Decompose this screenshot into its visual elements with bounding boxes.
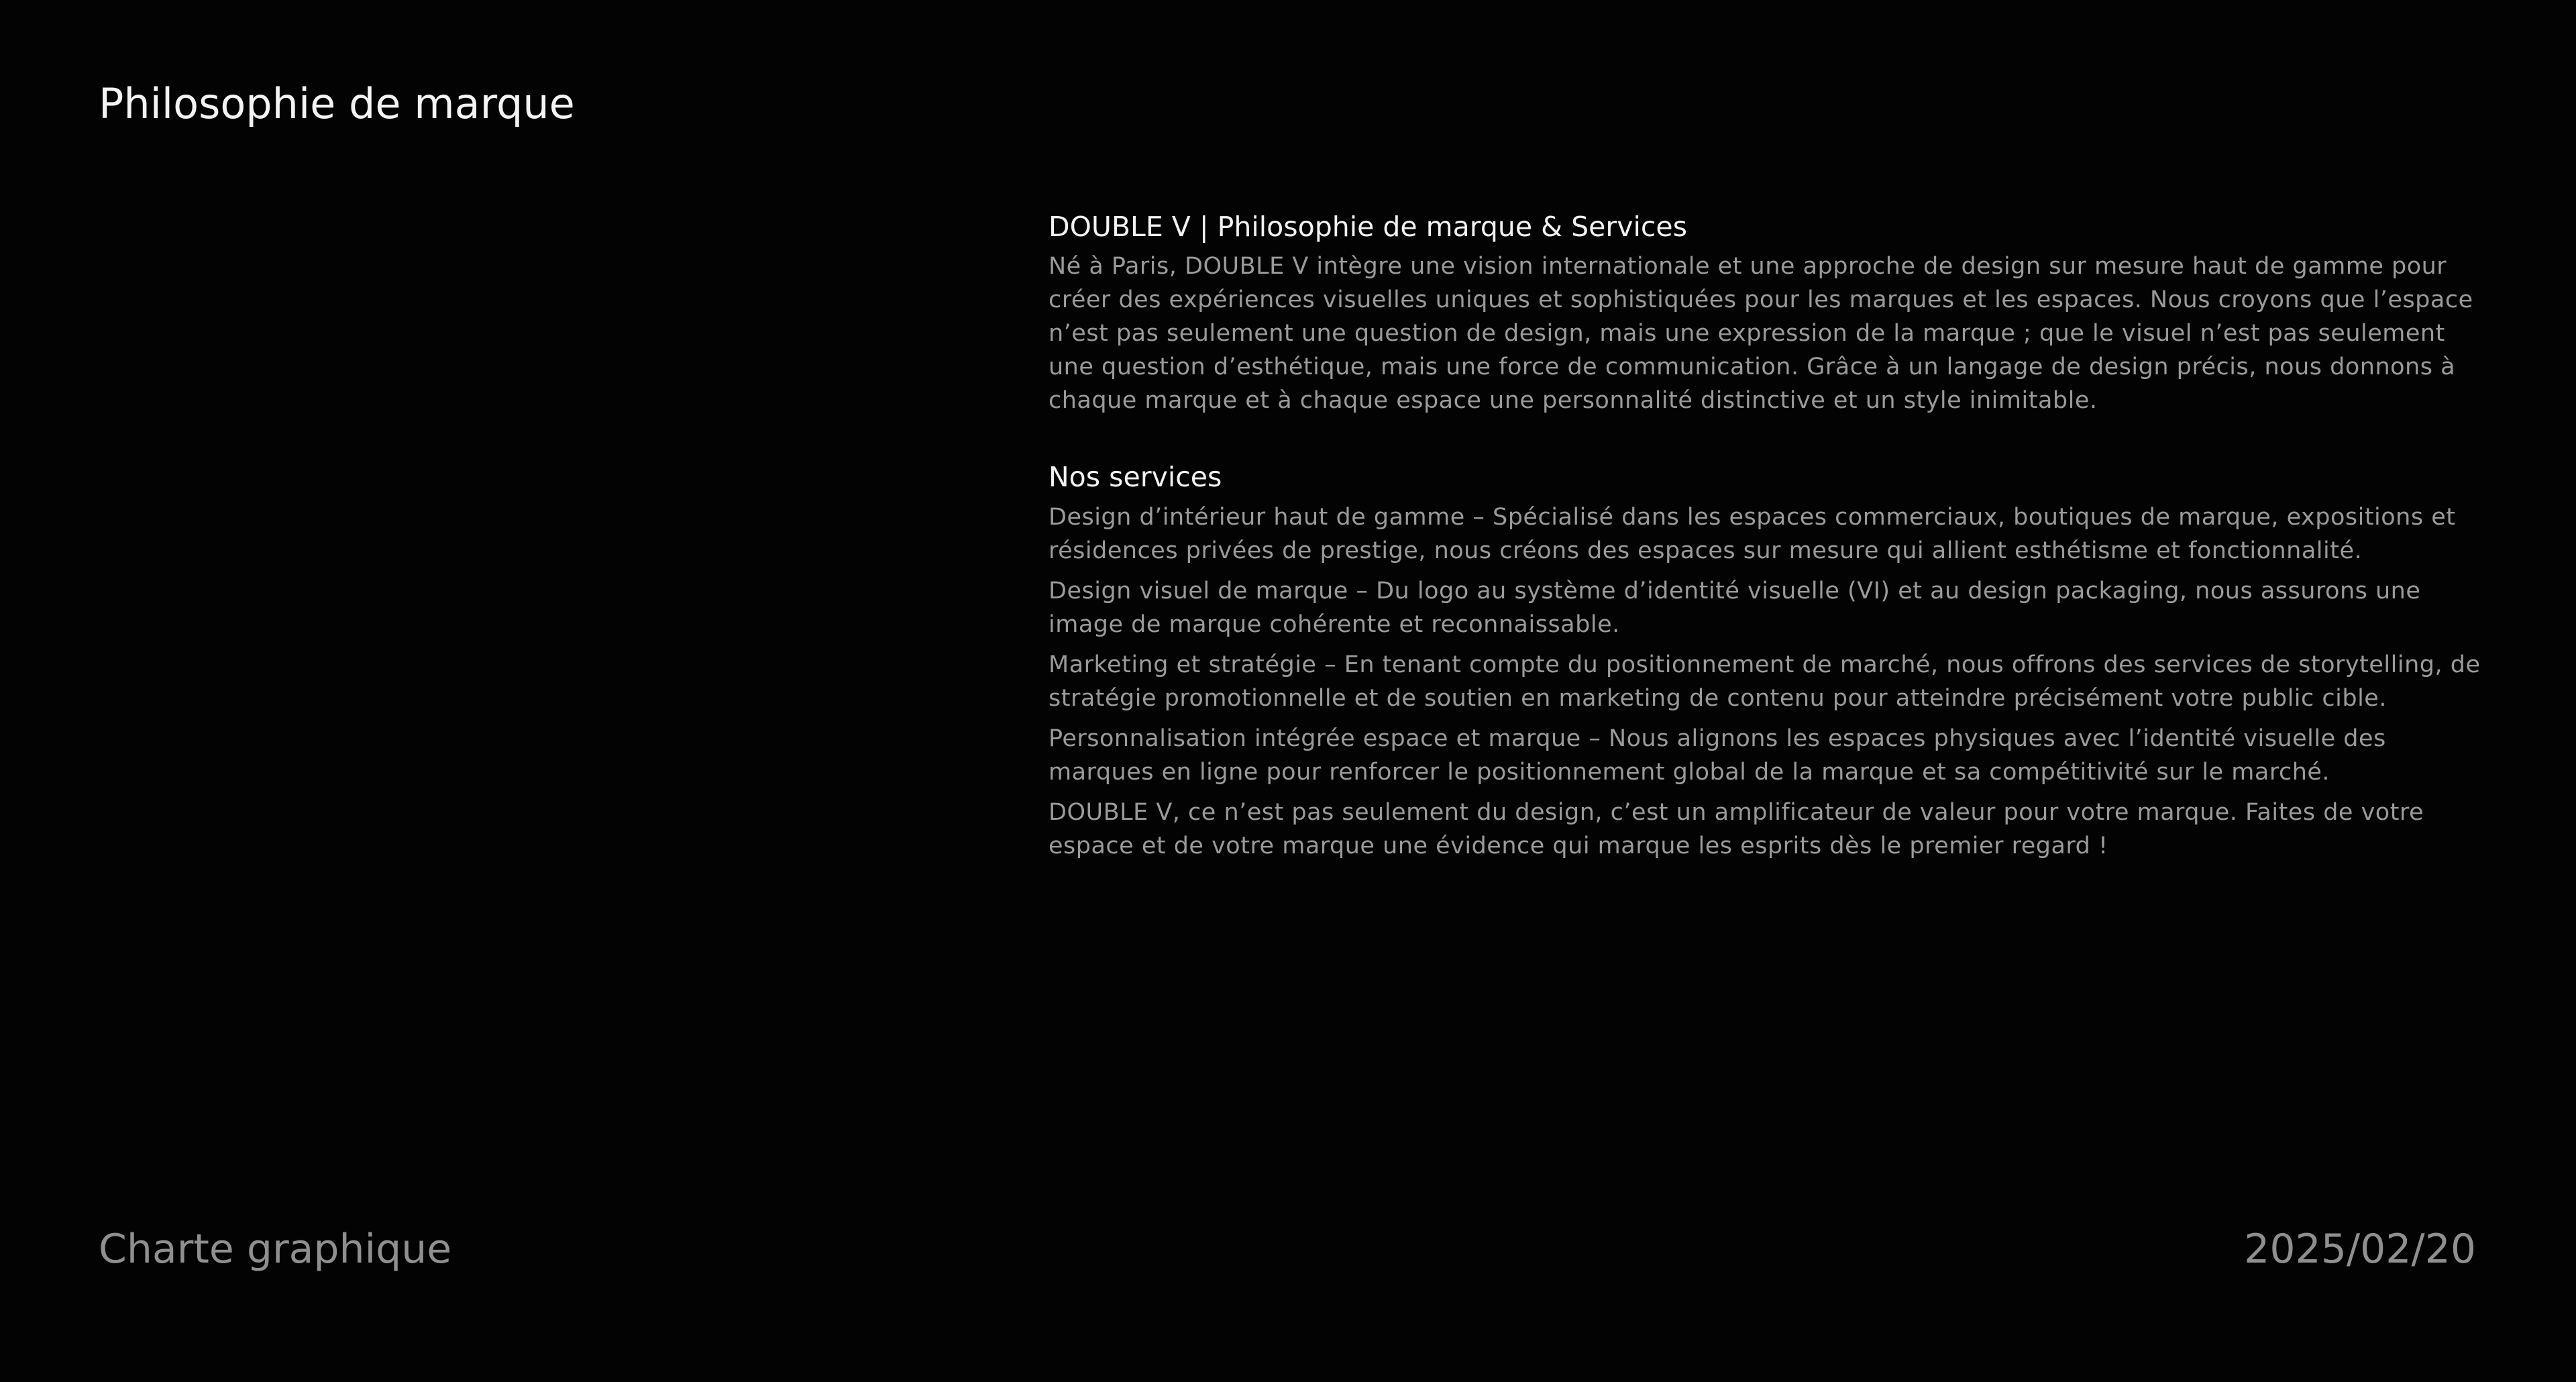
service-item-interior-design: Design d’intérieur haut de gamme – Spécialisé dans les espaces commerciaux, boutiques de marque, expositions et résidences privées de prestige, nous créons des espaces sur mesure qui allient esthétisme et fonctionnalité.	[1049, 503, 2456, 564]
footer-document-label: Charte graphique	[99, 1226, 452, 1273]
service-item-brand-visual-design: Design visuel de marque – Du logo au système d’identité visuelle (VI) et au design packaging, nous assurons une image de marque cohérente et reconnaissable.	[1049, 577, 2421, 638]
footer-date: 2025/02/20	[2244, 1226, 2476, 1273]
page-title: Philosophie de marque	[99, 79, 575, 128]
intro-heading: DOUBLE V | Philosophie de marque & Services	[1049, 211, 1688, 243]
intro-paragraph: Né à Paris, DOUBLE V intègre une vision internationale et une approche de design sur mesure haut de gamme pour créer des expériences visuelles uniques et sophistiquées pour les marques et les espaces. Nous croyons que l’espace n’est pas seulement une question de design, mais une expression de la marque ; que le visuel n’est pas seulement une question d’esthétique, mais une force de communication. Grâce à un langage de design précis, nous donnons à chaque marque et à chaque espace une personnalité distinctive et un style inimitable.	[1049, 253, 2473, 415]
service-item-integrated-personalisation: Personnalisation intégrée espace et marque – Nous alignons les espaces physiques avec l’identité visuelle des marques en ligne pour renforcer le positionnement global de la marque et sa compétitivité sur le marché.	[1049, 725, 2386, 786]
service-item-marketing-strategy: Marketing et stratégie – En tenant compte du positionnement de marché, nous offrons des services de storytelling, de stratégie promotionnelle et de soutien en marketing de contenu pour atteindre précisément votre public cible.	[1049, 651, 2481, 712]
services-heading: Nos services	[1049, 461, 1222, 494]
content-column	[1049, 210, 2485, 869]
closing-statement: DOUBLE V, ce n’est pas seulement du design, c’est un amplificateur de valeur pour votre marque. Faites de votre espace et de votre marque une évidence qui marque les esprits dès le premier regard !	[1049, 798, 2424, 859]
